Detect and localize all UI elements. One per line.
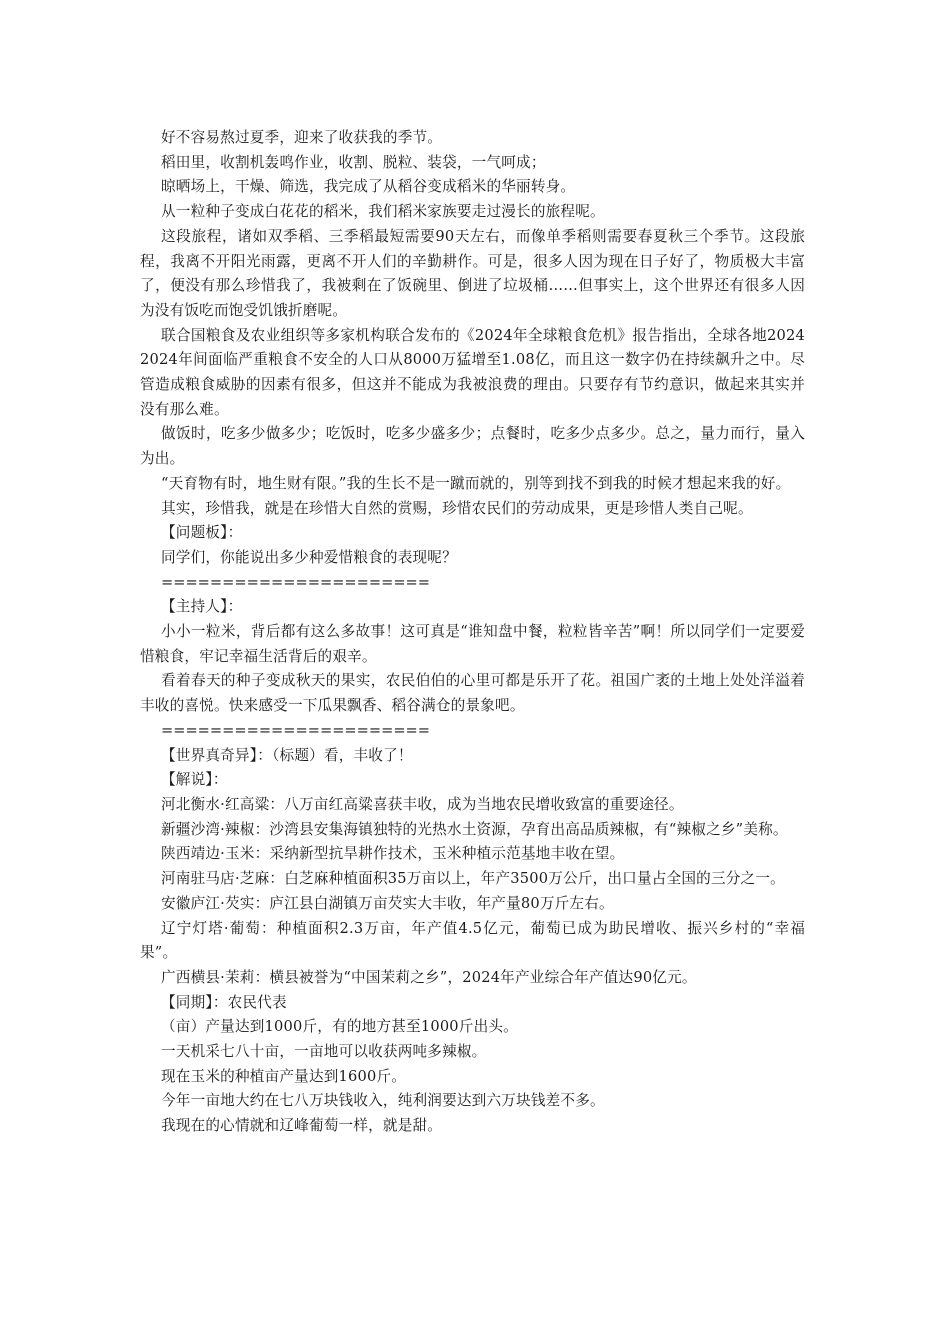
section-heading-world-wonders: 【世界真奇异】：（标题）看，丰收了！ xyxy=(161,746,413,764)
section-heading-host: 【主持人】： xyxy=(161,598,243,616)
quote-feeling: 我现在的心情就和辽峰葡萄一样，就是甜。 xyxy=(161,1117,443,1135)
separator-line: ====================== xyxy=(161,721,431,739)
paragraph-cherish: 其实，珍惜我，就是在珍惜大自然的赏赐，珍惜农民们的劳动成果，更是珍惜人类自己呢。 xyxy=(161,499,753,517)
paragraph-drying-yard: 晾晒场上，干燥、筛选，我完成了从稻谷变成稻米的华丽转身。 xyxy=(161,178,576,196)
list-item-xinjiang-pepper: 新疆沙湾·辣椒：沙湾县安集海镇独特的光热水土资源，孕育出高品质辣椒，有“辣椒之乡”美称。 xyxy=(161,820,788,838)
paragraph-host-remark: 小小一粒米，背后都有这么多故事！这可真是“谁知盘中餐，粒粒皆辛苦”啊！所以同学们一定要爱惜粮食，牢记幸福生活背后的艰辛。 xyxy=(140,623,805,665)
quote-income: 今年一亩地大约在七八万块钱收入，纯利润要达到六万块钱差不多。 xyxy=(161,1092,605,1110)
separator-line: ====================== xyxy=(161,573,431,591)
paragraph-quote: “天育物有时，地生财有限。”我的生长不是一蹴而就的，别等到找不到我的时候才想起来我的好。 xyxy=(161,474,791,492)
paragraph-harvest-joy: 看着春天的种子变成秋天的果实，农民伯伯的心里可都是乐开了花。祖国广袤的土地上处处洋溢着丰收的喜悦。快来感受一下瓜果飘香、稻谷满仓的景象吧。 xyxy=(140,672,805,715)
quote-machine-harvest: 一天机采七八十亩，一亩地可以收获两吨多辣椒。 xyxy=(161,1043,487,1061)
list-item-henan-sesame: 河南驻马店·芝麻：白芝麻种植面积35万亩以上，年产3500万公斤，出口量占全国的三分之一。 xyxy=(161,870,785,888)
list-item-guangxi-jasmine: 广西横县·茉莉：横县被誉为“中国茉莉之乡”，2024年产业综合年产值达90亿元。 xyxy=(161,968,697,986)
paragraph-question: 同学们，你能说出多少种爱惜粮食的表现呢？ xyxy=(161,548,457,566)
quote-yield: （亩）产量达到1000斤，有的地方甚至1000斤出头。 xyxy=(161,1018,518,1036)
list-item-hebei-sorghum: 河北衡水·红高粱：八万亩红高粱喜获丰收，成为当地农民增收致富的重要途径。 xyxy=(161,795,684,813)
paragraph-journey-intro: 从一粒种子变成白花花的稻米，我们稻米家族要走过漫长的旅程呢。 xyxy=(161,203,605,221)
paragraph-journey-detail: 这段旅程，诸如双季稻、三季稻最短需要90天左右，而像单季稻则需要春夏秋三个季节。这段旅程，我离不开阳光雨露，更离不开人们的辛勤耕作。可是，很多人因为现在日子好了，物质极大丰富了，便没有那么珍惜我了，我被剩在了饭碗里、倒进了垃圾桶……但事实上，这个世界还有很多人因为没有饭吃而饱受饥饿折磨呢。 xyxy=(140,227,805,319)
section-heading-farmer-rep: 【同期】：农民代表 xyxy=(161,993,287,1011)
list-item-shaanxi-corn: 陕西靖边·玉米：采纳新型抗旱耕作技术，玉米种植示范基地丰收在望。 xyxy=(161,845,625,863)
section-heading-question-board: 【问题板】： xyxy=(161,524,243,542)
paragraph-food-crisis-report: 联合国粮食及农业组织等多家机构联合发布的《2024年全球粮食危机》报告指出，全球各地20242024年间面临严重粮食不安全的人口从8000万猛增至1.08亿，而且这一数字仍在持续飙升之中。尽管造成粮食威胁的因素有很多，但这并不能成为我被浪费的理由。只要存有节约意识，做起来其实并没有那么难。 xyxy=(140,326,805,418)
paragraph-saving-tips: 做饭时，吃多少做多少；吃饭时，吃多少盛多少；点餐时，吃多少点多少。总之，量力而行，量入为出。 xyxy=(140,425,805,468)
document-body xyxy=(140,126,805,1139)
section-heading-narration: 【解说】： xyxy=(161,771,228,789)
quote-corn-yield: 现在玉米的种植亩产量达到1600斤。 xyxy=(161,1067,407,1085)
paragraph-paddy-field: 稻田里，收割机轰鸣作业，收割、脱粒、装袋，一气呵成； xyxy=(161,153,546,171)
list-item-liaoning-grape: 辽宁灯塔·葡萄：种植面积2.3万亩，年产值4.5亿元，葡萄已成为助民增收、振兴乡村的“幸福果”。 xyxy=(140,919,805,962)
paragraph-harvest-season: 好不容易熬过夏季，迎来了收获我的季节。 xyxy=(161,129,443,146)
list-item-anhui-gorgon: 安徽庐江·芡实：庐江县白湖镇万亩芡实大丰收，年产量80万斤左右。 xyxy=(161,894,614,912)
